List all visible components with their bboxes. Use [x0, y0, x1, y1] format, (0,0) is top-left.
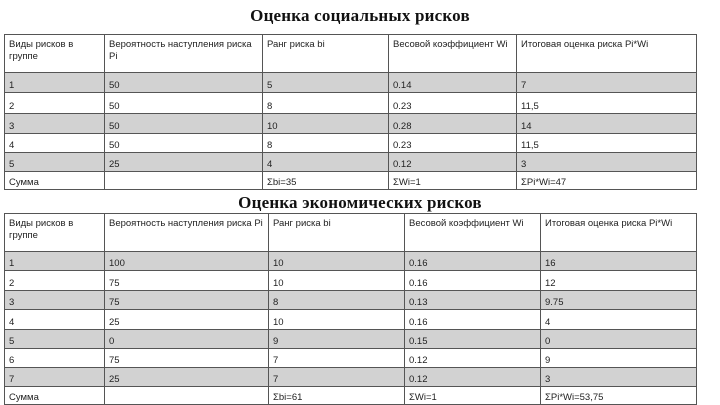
table-cell: 50: [105, 114, 263, 134]
header-cell: Итоговая оценка риска Pi*Wi: [541, 214, 697, 252]
table-cell: 4: [263, 153, 389, 172]
table-cell: 0.14: [389, 73, 517, 93]
table-row: [5, 310, 697, 330]
table-cell: 4: [541, 310, 697, 330]
table-cell: 3: [5, 291, 105, 310]
table-row: [5, 330, 697, 349]
economic-risks-title: Оценка экономических рисков: [238, 193, 482, 212]
total-cell: ΣWi=1: [389, 172, 517, 190]
table-cell: 12: [541, 271, 697, 291]
table-cell: 9: [541, 349, 697, 368]
total-cell: Σbi=35: [263, 172, 389, 190]
total-row: [5, 387, 697, 405]
total-cell: Σbi=61: [269, 387, 405, 405]
table-header-row: [5, 35, 697, 73]
table-row: [5, 153, 697, 172]
table-row: [5, 349, 697, 368]
header-cell: Ранг риска bi: [269, 214, 405, 252]
table-cell: 10: [263, 114, 389, 134]
table-cell: 0.28: [389, 114, 517, 134]
table-cell: 75: [105, 291, 269, 310]
header-cell: Виды рисков в группе: [5, 35, 105, 73]
table-cell: 50: [105, 73, 263, 93]
table-cell: 1: [5, 252, 105, 271]
table-row: [5, 252, 697, 271]
table-cell: 3: [5, 114, 105, 134]
header-cell: Весовой коэффициент Wi: [389, 35, 517, 73]
total-cell: ΣPi*Wi=47: [517, 172, 697, 190]
header-cell: Итоговая оценка риска Pi*Wi: [517, 35, 697, 73]
table-cell: 10: [269, 252, 405, 271]
table-cell: 11,5: [517, 134, 697, 153]
table-cell: 1: [5, 73, 105, 93]
table-cell: 0.23: [389, 93, 517, 114]
social-risks-table: [4, 34, 697, 190]
table-cell: 14: [517, 114, 697, 134]
table-cell: 0.16: [405, 271, 541, 291]
total-cell: [105, 387, 269, 405]
table-cell: 25: [105, 368, 269, 387]
total-cell: [105, 172, 263, 190]
table-cell: 25: [105, 310, 269, 330]
table-row: [5, 368, 697, 387]
table-cell: 2: [5, 271, 105, 291]
total-row: [5, 172, 697, 190]
table-cell: 0.12: [389, 153, 517, 172]
table-row: [5, 114, 697, 134]
table-row: [5, 93, 697, 114]
table-cell: 4: [5, 134, 105, 153]
table-row: [5, 134, 697, 153]
total-cell: ΣPi*Wi=53,75: [541, 387, 697, 405]
table-cell: 11,5: [517, 93, 697, 114]
table-row: [5, 73, 697, 93]
table-cell: 8: [269, 291, 405, 310]
table-header-row: [5, 214, 697, 252]
table-cell: 7: [269, 349, 405, 368]
header-cell: Весовой коэффициент Wi: [405, 214, 541, 252]
total-cell: ΣWi=1: [405, 387, 541, 405]
table-cell: 6: [5, 349, 105, 368]
table-cell: 0.13: [405, 291, 541, 310]
table-cell: 9.75: [541, 291, 697, 310]
table-cell: 5: [263, 73, 389, 93]
table-cell: 7: [517, 73, 697, 93]
table-cell: 7: [5, 368, 105, 387]
table-cell: 0.12: [405, 368, 541, 387]
table-cell: 0.12: [405, 349, 541, 368]
table-cell: 8: [263, 93, 389, 114]
table-cell: 4: [5, 310, 105, 330]
table-cell: 3: [517, 153, 697, 172]
table-cell: 16: [541, 252, 697, 271]
table-cell: 0.16: [405, 252, 541, 271]
table-cell: 10: [269, 310, 405, 330]
table-cell: 0.15: [405, 330, 541, 349]
table-cell: 75: [105, 349, 269, 368]
table-cell: 10: [269, 271, 405, 291]
table-row: [5, 291, 697, 310]
table-cell: 0.23: [389, 134, 517, 153]
table-cell: 50: [105, 134, 263, 153]
table-cell: 2: [5, 93, 105, 114]
total-cell: Сумма: [5, 172, 105, 190]
table-cell: 5: [5, 330, 105, 349]
table-cell: 3: [541, 368, 697, 387]
total-cell: Сумма: [5, 387, 105, 405]
header-cell: Ранг риска bi: [263, 35, 389, 73]
header-cell: Виды рисков в группе: [5, 214, 105, 252]
table-row: [5, 271, 697, 291]
table-cell: 0.16: [405, 310, 541, 330]
header-cell: Вероятность наступления риска Pi: [105, 214, 269, 252]
table-cell: 9: [269, 330, 405, 349]
table-cell: 8: [263, 134, 389, 153]
table-cell: 0: [541, 330, 697, 349]
social-risks-title: Оценка социальных рисков: [250, 6, 470, 25]
table-cell: 50: [105, 93, 263, 114]
header-cell: Вероятность наступления риска Pi: [105, 35, 263, 73]
economic-risks-table: [4, 213, 697, 405]
table-cell: 100: [105, 252, 269, 271]
table-cell: 75: [105, 271, 269, 291]
table-cell: 0: [105, 330, 269, 349]
table-cell: 25: [105, 153, 263, 172]
table-cell: 7: [269, 368, 405, 387]
table-cell: 5: [5, 153, 105, 172]
